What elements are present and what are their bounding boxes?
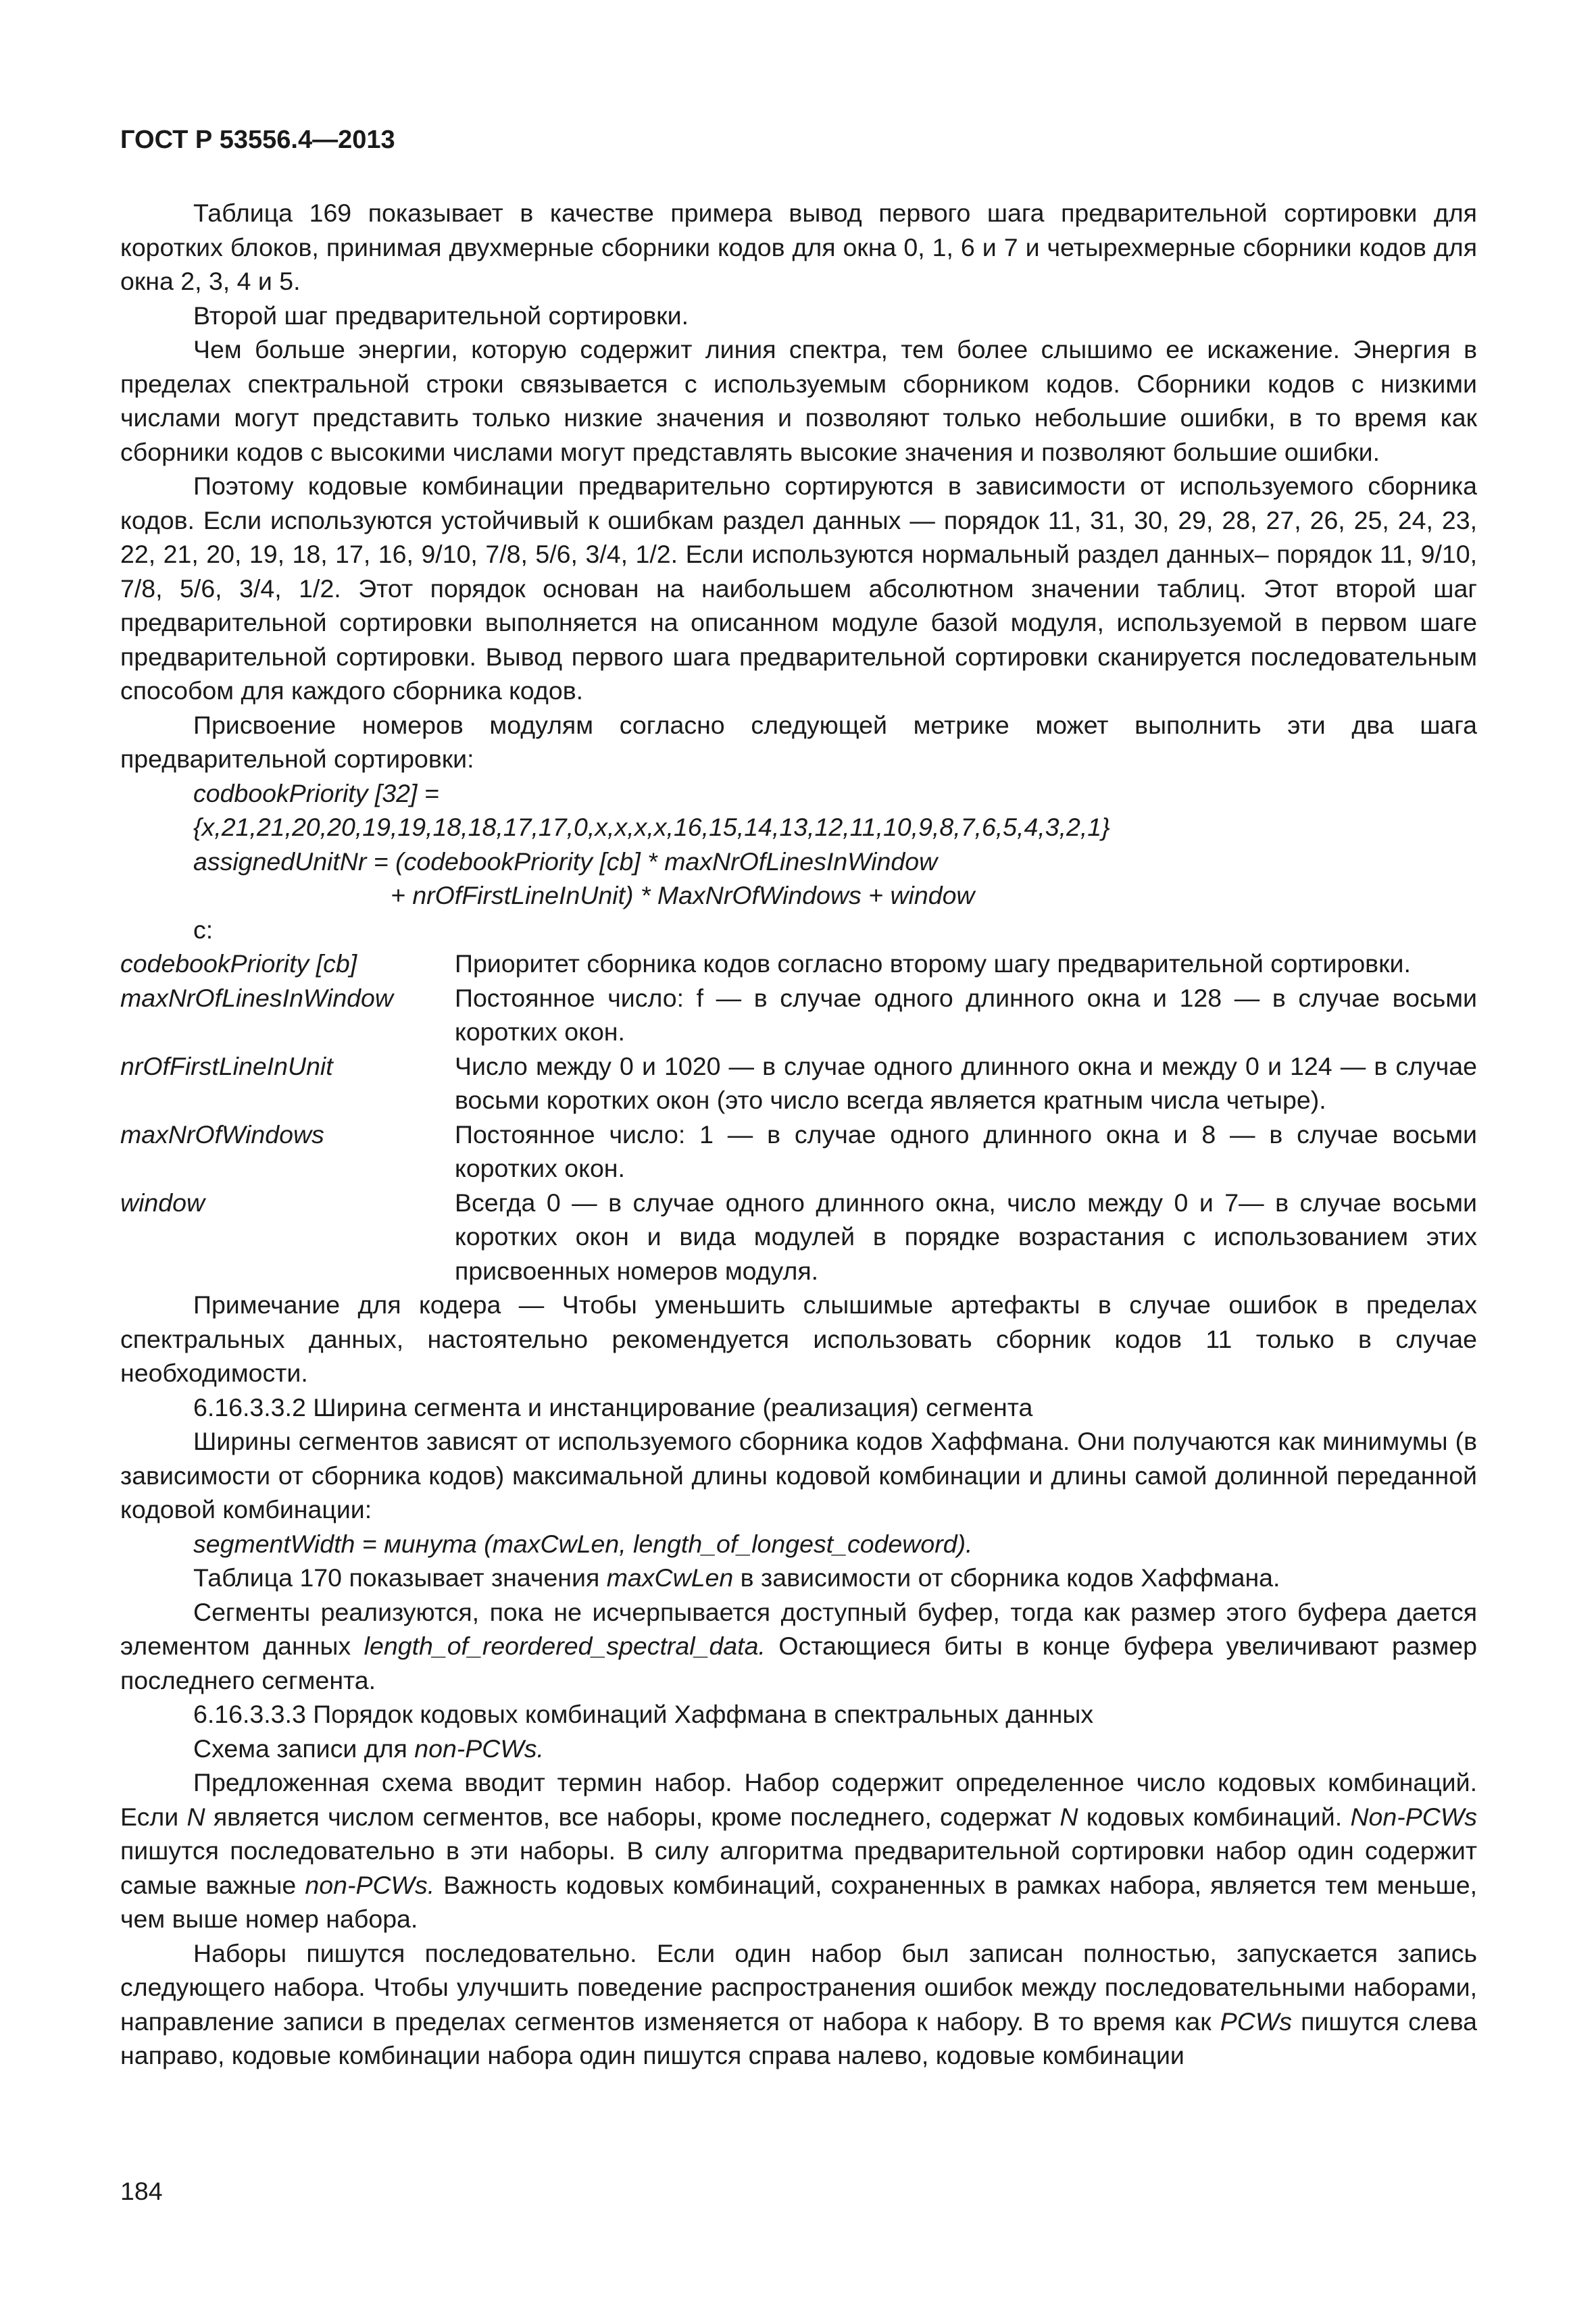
paragraph: Чем больше энергии, которую содержит линия спектра, тем более слышимо ее искажение. Энергия в пределах спектральной строки связывается с используемым сборником кодов. Сборники кодов с низкими числами могут представить только низкие значения и позволяют только небольшие ошибки, в то время как сборники кодов с высокими числами могут представлять высокие значения и позволяют большие ошибки. (120, 335, 1477, 466)
formula-line: codbookPriority [32] = (193, 778, 439, 807)
text-run-italic: maxCwLen (606, 1563, 734, 1592)
section-heading: 6.16.3.3.3 Порядок кодовых комбинаций Хаффмана в спектральных данных (193, 1700, 1094, 1728)
definition-desc: Постоянное число: 1 — в случае одного длинного окна и 8 — в случае восьми коротких окон. (455, 1120, 1477, 1182)
page-number: 184 (120, 2177, 163, 2205)
formula-line: assignedUnitNr = (codebookPriority [cb] * maxNrOfLinesInWindow (193, 847, 938, 876)
paragraph: Ширины сегментов зависят от используемого сборника кодов Хаффмана. Они получаются как минимумы (в зависимости от сборника кодов) максимальной длины кодовой комбинации и длины самой долинной переданной кодовой комбинации: (120, 1427, 1477, 1524)
definition-desc: Приоритет сборника кодов согласно второму шагу предварительной сортировки. (455, 949, 1411, 978)
text-run-italic: N (186, 1802, 205, 1831)
text-run: является числом сегментов, все наборы, кроме последнего, содержат (205, 1802, 1060, 1831)
paragraph (120, 1936, 1477, 2073)
text-run: пишутся последовательно в эти наборы. В силу алгоритма предварительной сортировки набор один содержит самые важные (120, 1836, 1477, 1899)
definition-desc: Число между 0 и 1020 — в случае одного длинного окна и между 0 и 124 — в случае восьми коротких окон (это число всегда является кратным числа четыре). (455, 1051, 1477, 1114)
text-run: Предложенная схема вводит термин набор. Набор содержит определенное число кодовых комбинаций. Если (120, 1768, 1477, 1831)
text-run: Схема записи для (193, 1734, 415, 1763)
formula-line: {x,21,21,20,20,19,19,18,18,17,17,0,x,x,x,x,16,15,14,13,12,11,10,9,8,7,6,5,4,3,2,1} (193, 813, 1110, 841)
definition-row (120, 947, 1477, 981)
definition-row (120, 1117, 1477, 1186)
paragraph (120, 1765, 1477, 1936)
paragraph: Присвоение номеров модулям согласно следующей метрике может выполнить эти два шага предварительной сортировки: (120, 710, 1477, 773)
text-run: пишутся слева направо, кодовые комбинации набора один пишутся справа налево, кодовые комбинации (120, 2007, 1477, 2069)
definition-term: window (120, 1188, 205, 1217)
text-run-italic: Non-PCWs (1350, 1802, 1477, 1831)
definition-term: maxNrOfLinesInWindow (120, 983, 393, 1012)
definition-desc: Всегда 0 — в случае одного длинного окна, число между 0 и 7— в случае восьми коротких окон и вида модулей в порядке возрастания с использованием этих присвоенных номеров модуля. (455, 1188, 1477, 1285)
paragraph: Таблица 169 показывает в качестве примера вывод первого шага предварительной сортировки для коротких блоков, принимая двухмерные сборники кодов для окна 0, 1, 6 и 7 и четырехмерные сборники кодов для окна 2, 3, 4 и 5. (120, 199, 1477, 295)
definition-row (120, 1186, 1477, 1288)
body-text (120, 196, 1477, 2073)
text-run-italic: non-PCWs. (305, 1870, 435, 1899)
paragraph (120, 1732, 1477, 1766)
note-paragraph: Примечание для кодера — Чтобы уменьшить слышимые артефакты в случае ошибок в пределах спектральных данных, настоятельно рекомендуется использовать сборник кодов 11 только в случае необходимости. (120, 1290, 1477, 1387)
definition-term: nrOfFirstLineInUnit (120, 1051, 333, 1080)
text-run: в зависимости от сборника кодов Хаффмана. (733, 1563, 1280, 1592)
text-run-italic: PCWs (1220, 2007, 1293, 2036)
section-heading: 6.16.3.3.2 Ширина сегмента и инстанцирование (реализация) сегмента (193, 1392, 1033, 1422)
text-run-italic: non-PCWs. (414, 1734, 544, 1763)
text-run: Остающиеся биты в конце буфера увеличивают размер последнего сегмента. (120, 1632, 1477, 1694)
text-run-italic: length_of_reordered_spectral_data. (364, 1632, 766, 1660)
text-run: Важность кодовых комбинаций, сохраненных в рамках набора, является тем меньше, чем выше номер набора. (120, 1870, 1478, 1933)
document-header: ГОСТ Р 53556.4—2013 (120, 126, 395, 154)
paragraph (120, 1595, 1477, 1698)
definition-row (120, 1049, 1477, 1117)
paragraph: Второй шаг предварительной сортировки. (193, 301, 689, 330)
definitions-table (120, 947, 1477, 1288)
text-run: Таблица 170 показывает значения (193, 1563, 607, 1592)
formula-line: segmentWidth = минута (maxCwLen, length_of_longest_codeword). (193, 1529, 973, 1558)
definition-term: maxNrOfWindows (120, 1120, 324, 1149)
definition-row (120, 981, 1477, 1049)
paragraph (120, 1561, 1477, 1595)
formula-line: + nrOfFirstLineInUnit) * MaxNrOfWindows + window (391, 881, 975, 909)
text-run: Наборы пишутся последовательно. Если один набор был записан полностью, запускается запись следующего набора. Чтобы улучшить поведение распространения ошибок между последовательными наборами, направление записи в пределах сегментов изменяется от набора к набору. В то время как (120, 1938, 1477, 2036)
text-run-italic: N (1059, 1802, 1078, 1831)
definition-desc: Постоянное число: f — в случае одного длинного окна и 128 — в случае восьми коротких окон. (455, 983, 1477, 1046)
paragraph: Поэтому кодовые комбинации предварительно сортируются в зависимости от используемого сборника кодов. Если используются устойчивый к ошибкам раздел данных — порядок 11, 31, 30, 29, 28, 27, 26, 25, 24, 23, 22, 21, 20, 19, 18, 17, 16, 9/10, 7/8, 5/6, 3/4, 1/2. Если используются нормальный раздел данных– порядок 11, 9/10, 7/8, 5/6, 3/4, 1/2. Этот порядок основан на наибольшем абсолютном значении таблиц. Этот второй шаг предварительной сортировки выполняется на описанном модуле базой модуля, используемой в первом шаге предварительной сортировки. Вывод первого шага предварительной сортировки сканируется последовательным способом для каждого сборника кодов. (120, 472, 1477, 705)
text-run: Сегменты реализуются, пока не исчерпывается доступный буфер, тогда как размер этого буфера дается элементом данных (120, 1597, 1477, 1660)
where-label: с: (193, 915, 214, 944)
definition-term: codebookPriority [cb] (120, 949, 357, 978)
text-run: кодовых комбинаций. (1078, 1802, 1351, 1831)
